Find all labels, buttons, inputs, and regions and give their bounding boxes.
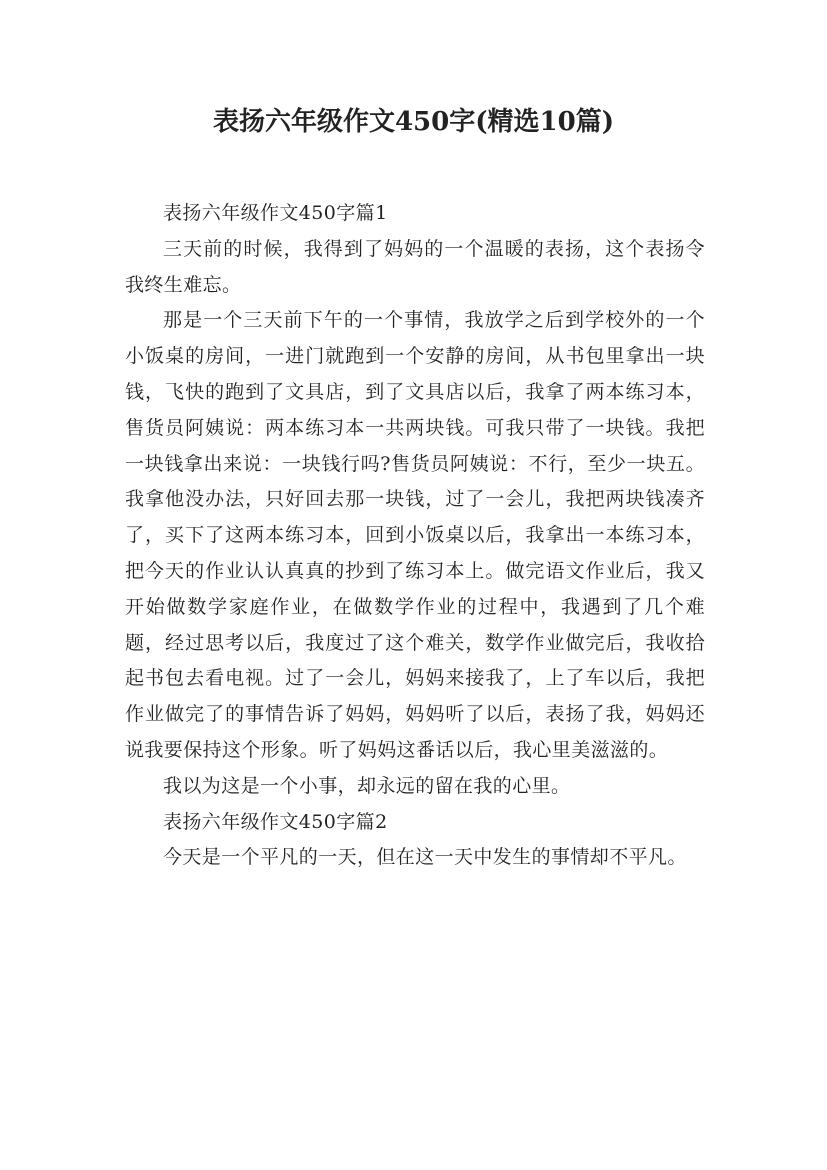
paragraph: 今天是一个平凡的一天，但在这一天中发生的事情却不平凡。 (163, 846, 687, 869)
paragraph: 那是一个三天前下午的一个事情，我放学之后到学校外的一个小饭桌的房间，一进门就跑到一个安静的房间，从书包里拿出一块钱，飞快的跑到了文具店，到了文具店以后，我拿了两本练习本，售货员阿姨说：两本练习本一共两块钱。可我只带了一块钱。我把一块钱拿出来说：一块钱行吗?售货员阿姨说：不行，至少一块五。我拿他没办法，只好回去那一块钱，过了一会儿，我把两块钱凑齐了，买下了这两本练习本，回到小饭桌以后，我拿出一本练习本，把今天的作业认认真真的抄到了练习本上。做完语文作业后，我又开始做数学家庭作业，在做数学作业的过程中，我遇到了几个难题，经过思考以后，我度过了这个难关，数学作业做完后，我收拾起书包去看电视。过了一会儿，妈妈来接我了，上了车以后，我把作业做完了的事情告诉了妈妈，妈妈听了以后，表扬了我，妈妈还说我要保持这个形象。听了妈妈这番话以后，我心里美滋滋的。 (125, 309, 705, 761)
section-heading-1: 表扬六年级作文450字篇1 (163, 202, 388, 224)
section-heading-2: 表扬六年级作文450字篇2 (163, 810, 388, 833)
paragraph: 我以为这是一个小事，却永远的留在我的心里。 (163, 774, 571, 797)
document-title: 表扬六年级作文450字(精选10篇) (212, 107, 615, 137)
paragraph: 三天前的时候，我得到了妈妈的一个温暖的表扬，这个表扬令我终生难忘。 (125, 237, 705, 296)
document-body (125, 196, 705, 876)
